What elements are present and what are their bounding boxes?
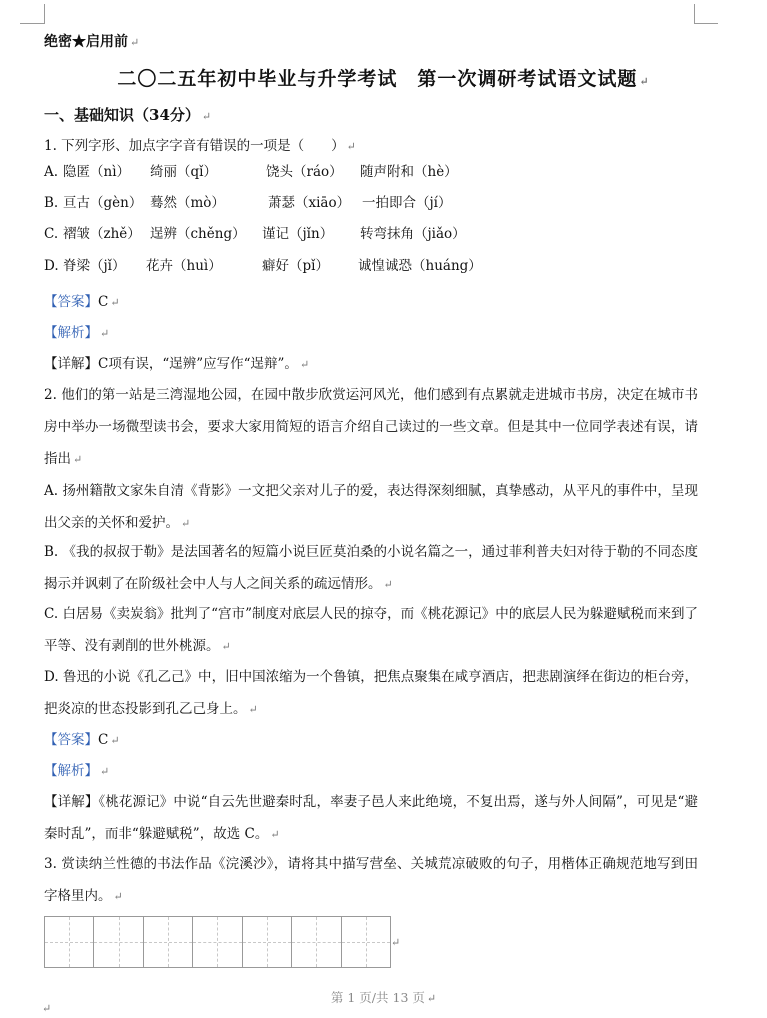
tian-grid-cell[interactable] [292, 917, 341, 967]
crop-mark-left-v [44, 4, 45, 24]
paragraph-mark-icon: ↵ [391, 936, 401, 949]
paragraph-mark-icon: ↵ [100, 327, 110, 340]
paragraph-mark-icon: ↵ [201, 110, 212, 123]
q1-a-item-3: 饶头（ráo） [266, 164, 343, 180]
q2-stem: 2. 他们的第一站是三湾湿地公园，在园中散步欣赏运河风光，他们感到有点累就走进城市书房，决定在城市书房中举办一场微型读书会，要求大家用简短的语言介绍自己读过的一些文章。但是其中一位同学表述有误，请指出 ↵ [44, 387, 698, 467]
paragraph-mark-icon: ↵ [346, 140, 356, 153]
paragraph-mark-icon: ↵ [270, 828, 280, 841]
q2-analysis: 【解析】 ↵ [44, 763, 110, 779]
q1-a-item-1: 隐匿（nì） [63, 164, 131, 180]
q2-option-b: B. 《我的叔叔于勒》是法国著名的短篇小说巨匠莫泊桑的小说名篇之一，通过菲利普夫妇对待于勒的不同态度揭示并讽刺了在阶级社会中人与人之间关系的疏远情形。 ↵ [44, 544, 698, 592]
page-title: 二〇二五年初中毕业与升学考试 第一次调研考试语文试题 ↵ [117, 68, 650, 90]
paragraph-mark-icon: ↵ [110, 734, 120, 747]
q2-answer: 【答案】C ↵ [44, 732, 120, 748]
q1-b-item-2: 蓦然（mò） [150, 195, 225, 211]
q1-detail: 【详解】C项有误，“逞辨”应写作“逞辩”。 ↵ [44, 356, 310, 372]
q1-c-item-4: 转弯抹角（jiǎo） [360, 226, 466, 242]
crop-mark-left-h [20, 23, 44, 24]
q1-d-item-3: 癖好（pǐ） [262, 258, 329, 274]
paragraph-mark-icon: ↵ [221, 640, 231, 653]
q1-c-item-3: 谨记（jǐn） [262, 226, 334, 242]
q2-detail: 【详解】《桃花源记》中说“自云先世避秦时乱，率妻子邑人来此绝境，不复出焉，遂与外人间隔”，可见是“避秦时乱”，而非“躲避赋税”，故选 C。 ↵ [44, 794, 698, 842]
q1-d-item-1: 脊梁（jǐ） [63, 258, 126, 274]
paragraph-mark-icon: ↵ [248, 703, 258, 716]
section-heading: 一、基础知识（34分） [44, 106, 200, 124]
q1-stem: 1. 下列字形、加点字字音有错误的一项是（ ） ↵ [44, 138, 356, 154]
secret-label-row [44, 32, 707, 53]
tian-grid[interactable] [44, 916, 391, 968]
q1-answer-value: C [98, 294, 109, 310]
q1-analysis: 【解析】 ↵ [44, 325, 110, 341]
q1-d-item-2: 花卉（huì） [146, 258, 222, 274]
q3-stem: 3. 赏读纳兰性德的书法作品《浣溪沙》，请将其中描写营垒、关城荒凉破败的句子，用楷体正确规范地写到田字格里内。 ↵ [44, 856, 698, 904]
q1-b-item-3: 萧瑟（xiāo） [268, 195, 351, 211]
paragraph-mark-icon: ↵ [181, 517, 191, 530]
tian-grid-cell[interactable] [45, 917, 94, 967]
tian-grid-cell[interactable] [193, 917, 242, 967]
q1-c-item-1: 褶皱（zhě） [63, 226, 141, 242]
section-heading-row [44, 105, 707, 127]
paragraph-mark-icon: ↵ [639, 75, 650, 88]
secret-label: 绝密★启用前 [44, 34, 128, 50]
q1-b-item-4: 一拍即合（jí） [362, 195, 452, 211]
q1-a-item-4: 随声附和（hè） [360, 164, 458, 180]
crop-mark-right-h [694, 23, 718, 24]
paragraph-mark-icon: ↵ [299, 358, 310, 371]
q1-b-item-1: 亘古（gèn） [63, 195, 143, 211]
q1-d-item-4: 诚惶诚恐（huáng） [358, 258, 482, 274]
q2-option-a: A. 扬州籍散文家朱自清《背影》一文把父亲对儿子的爱，表达得深刻细腻，真挚感动，从平凡的事件中，呈现出父亲的关怀和爱护。 ↵ [44, 483, 698, 531]
paragraph-mark-icon: ↵ [110, 296, 120, 309]
tian-grid-cell[interactable] [94, 917, 143, 967]
q1-a-item-2: 绮丽（qǐ） [150, 164, 217, 180]
tian-grid-cell[interactable] [243, 917, 292, 967]
tian-grid-cell[interactable] [144, 917, 193, 967]
paragraph-mark-icon: ↵ [73, 453, 83, 466]
tian-grid-cell[interactable] [342, 917, 390, 967]
q1-c-item-2: 逞辨（chěng） [150, 226, 246, 242]
paragraph-mark-icon: ↵ [113, 890, 123, 903]
crop-mark-right-v [694, 4, 695, 24]
paragraph-mark-icon: ↵ [426, 992, 437, 1005]
q2-answer-value: C [98, 732, 109, 748]
q2-option-c: C. 白居易《卖炭翁》批判了“宫市”制度对底层人民的掠夺，而《桃花源记》中的底层人民为躲避赋税而来到了平等、没有剥削的世外桃源。 ↵ [44, 606, 698, 654]
paragraph-mark-icon: ↵ [130, 36, 140, 49]
page-footer: 第 1 页/共 13 页 ↵ [330, 990, 437, 1005]
q2-option-d: D. 鲁迅的小说《孔乙己》中，旧中国浓缩为一个鲁镇，把焦点聚集在咸亨酒店，把悲剧演绎在街边的柜台旁，把炎凉的世态投影到孔乙己身上。 ↵ [44, 669, 698, 717]
q1-answer: 【答案】C ↵ [44, 294, 120, 310]
paragraph-mark-icon: ↵ [42, 1002, 52, 1015]
paragraph-mark-icon: ↵ [383, 578, 393, 591]
paragraph-mark-icon: ↵ [100, 765, 110, 778]
